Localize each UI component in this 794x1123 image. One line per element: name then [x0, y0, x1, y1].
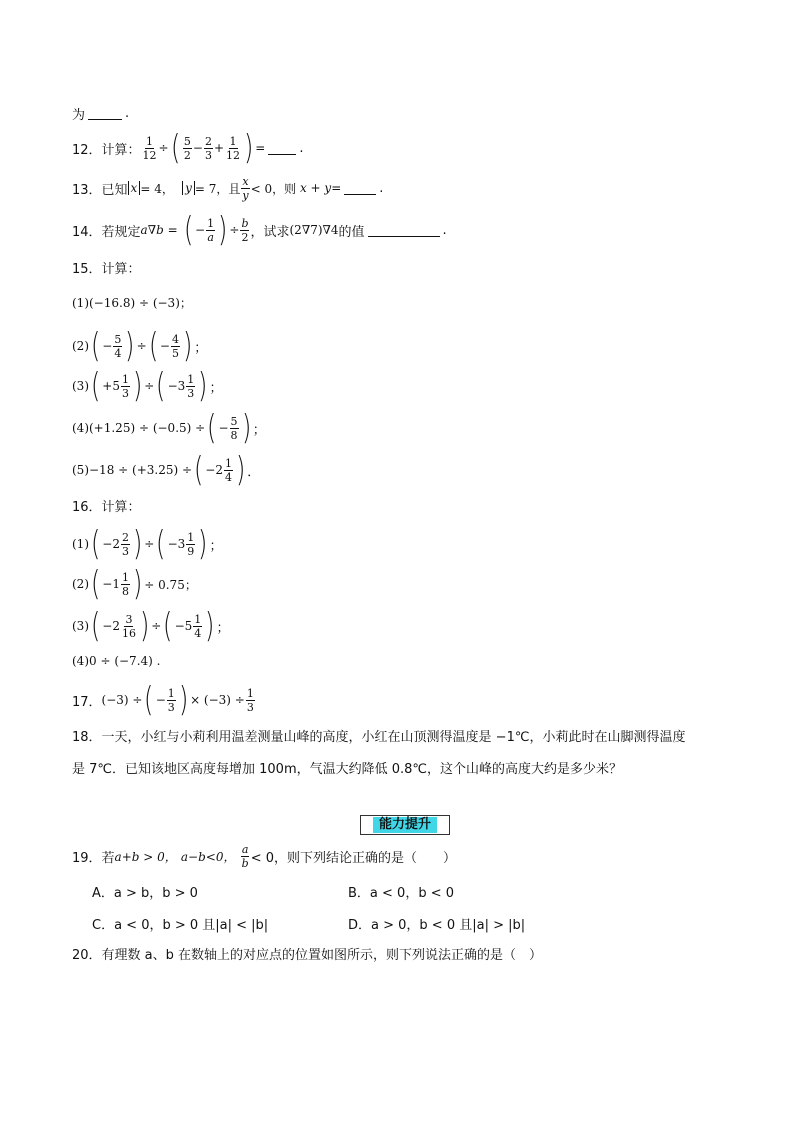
- q19-c3: < 0，则下列结论正确的是（ ）: [250, 850, 456, 866]
- part-number: (1): [72, 537, 89, 551]
- q14-tail: 的值: [338, 224, 365, 240]
- part-number: (2): [72, 339, 89, 353]
- x-plus-y: x + y: [296, 181, 332, 195]
- q15-p4-expr: (+1.25) ÷ (−0.5) ÷: [89, 421, 206, 435]
- q18-line2: 是 7℃．已知该地区高度每增加 100m，气温大约降低 0.8℃，这个山峰的高度大约是多少米？: [72, 762, 623, 777]
- q14-mid: ，试求: [250, 224, 290, 240]
- section-title: 能力提升: [373, 817, 437, 833]
- option-b[interactable]: [348, 882, 454, 901]
- part-number: (5): [72, 463, 89, 477]
- answer-blank[interactable]: [268, 142, 296, 155]
- answer-blank[interactable]: [368, 224, 440, 237]
- q13-s2: = 7，且: [194, 181, 241, 196]
- option-a[interactable]: [92, 882, 198, 901]
- q16-part-1: (1) ( −2 $\frac{2}{3}$ ) ÷ ( −3 $\frac{1}{9}$ ) ；: [72, 524, 223, 564]
- q17-pre: (−3) ÷: [101, 693, 143, 707]
- abs-y: y: [182, 181, 195, 195]
- q15-part-5: (5) −18 ÷ (+3.25) ÷ ( −2 $\frac{1}{4}$ ) ．: [72, 450, 261, 490]
- q19-label: 19．若: [72, 850, 115, 866]
- question-17: 17． (−3) ÷ ( − $\frac{1}{3}$ ) × (−3) ÷ $\frac{1}{3}$: [72, 680, 254, 720]
- part-number: (4): [72, 421, 89, 435]
- q11-text: 为: [72, 108, 86, 123]
- q13-label: 13．已知: [72, 182, 128, 198]
- q15-part-4: (4) (+1.25) ÷ (−0.5) ÷ ( − $\frac{5}{8}$ ) ；: [72, 408, 266, 448]
- question-18-line2: [72, 758, 622, 777]
- option-c[interactable]: [92, 914, 268, 933]
- answer-blank[interactable]: [344, 182, 376, 195]
- divide-sign: ÷: [158, 141, 169, 155]
- q17-label: 17．: [72, 694, 102, 710]
- abs-x: x: [128, 181, 141, 195]
- option-d[interactable]: [348, 914, 525, 933]
- q13-s4: =: [331, 181, 342, 195]
- paren-group: ( $\frac{5}{2}$ − $\frac{2}{3}$ + $\frac{1}{12}$ ): [170, 128, 254, 168]
- question-12: [72, 130, 303, 166]
- q15-label: 15．计算：: [72, 262, 141, 277]
- paren-group: ( − $\frac{1}{a}$ ): [183, 210, 228, 250]
- equals-sign: =: [255, 141, 266, 155]
- q13-s3: < 0，则: [250, 181, 297, 196]
- q18-line1: 18．一天，小红与小莉利用温差测量山峰的高度，小红在山顶测得温度是 −1℃，小莉此时在山脚测得温度: [72, 730, 686, 745]
- question-13: [72, 170, 383, 206]
- q14-expr: (2∇7)∇4: [289, 223, 339, 237]
- option-b-text: B．a < 0，b < 0: [348, 886, 454, 901]
- q11-end: .: [125, 106, 130, 121]
- part-number: (1): [72, 295, 89, 310]
- q15-p5-expr: −18 ÷ (+3.25) ÷: [89, 463, 193, 477]
- q15-part-1: [72, 294, 192, 311]
- q15-part-3: (3) ( +5 $\frac{1}{3}$ ) ÷ ( −3 $\frac{1}{3}$ ) ；: [72, 366, 223, 406]
- question-14: 14．若规定 a∇b = ( − $\frac{1}{a}$ ) ÷ $\frac{b}{2}$ ，试求 (2∇7)∇4 的值 .: [72, 210, 447, 250]
- q16-p4-expr: 0 ÷ (−7.4) .: [89, 654, 161, 668]
- question-15-label: [72, 258, 141, 277]
- q15-p1-expr: (−16.8) ÷ (−3)；: [89, 296, 192, 310]
- q16-part-3: (3) ( −2 $\frac{3}{16}$ ) ÷ ( −5 $\frac{1}{4}$ ) ；: [72, 606, 230, 646]
- part-number: (3): [72, 379, 89, 393]
- q19-c1: a+b > 0，: [114, 849, 177, 864]
- q20-text: 20．有理数 a、b 在数轴上的对应点的位置如图所示，则下列说法正确的是（ ）: [72, 948, 543, 963]
- fraction: $\frac{1}{12}$: [142, 134, 157, 162]
- option-a-text: A．a > b，b > 0: [92, 886, 198, 901]
- fraction-x-over-y: $\frac{x}{y}$: [242, 174, 249, 202]
- answer-blank[interactable]: [88, 107, 122, 120]
- q16-p2-expr: ÷ 0.75；: [144, 577, 197, 592]
- q12-label: 12．计算：: [72, 142, 141, 158]
- section-header: [360, 815, 450, 835]
- question-20: [72, 944, 542, 963]
- q13-s1: = 4，: [140, 181, 174, 196]
- q14-op: a∇b =: [140, 223, 178, 237]
- option-c-text: C．a < 0，b > 0 且|a| < |b|: [92, 918, 269, 933]
- q16-part-2: (2) ( −1 $\frac{1}{8}$ ) ÷ 0.75；: [72, 564, 197, 604]
- q14-label: 14．若规定: [72, 224, 141, 240]
- q13-end: .: [379, 180, 384, 196]
- q15-part-2: (2) ( − $\frac{5}{4}$ ) ÷ ( − $\frac{4}{5}$ ) ；: [72, 326, 208, 366]
- q11-tail: [72, 104, 129, 123]
- q16-label: 16．计算：: [72, 500, 141, 515]
- question-16-label: [72, 496, 141, 515]
- q12-end: .: [299, 140, 304, 156]
- q14-end: .: [442, 222, 447, 238]
- option-d-text: D．a > 0，b < 0 且|a| > |b|: [348, 918, 526, 933]
- part-number: (4): [72, 654, 89, 668]
- part-number: (3): [72, 619, 89, 633]
- part-number: (2): [72, 577, 89, 591]
- question-19: 19．若 a+b > 0， a−b<0， $\frac{a}{b}$ < 0，则下列结论正确的是（ ）: [72, 842, 456, 870]
- q19-c2: a−b<0，: [180, 849, 236, 864]
- question-18-line1: [72, 726, 685, 745]
- q16-part-4: [72, 654, 160, 668]
